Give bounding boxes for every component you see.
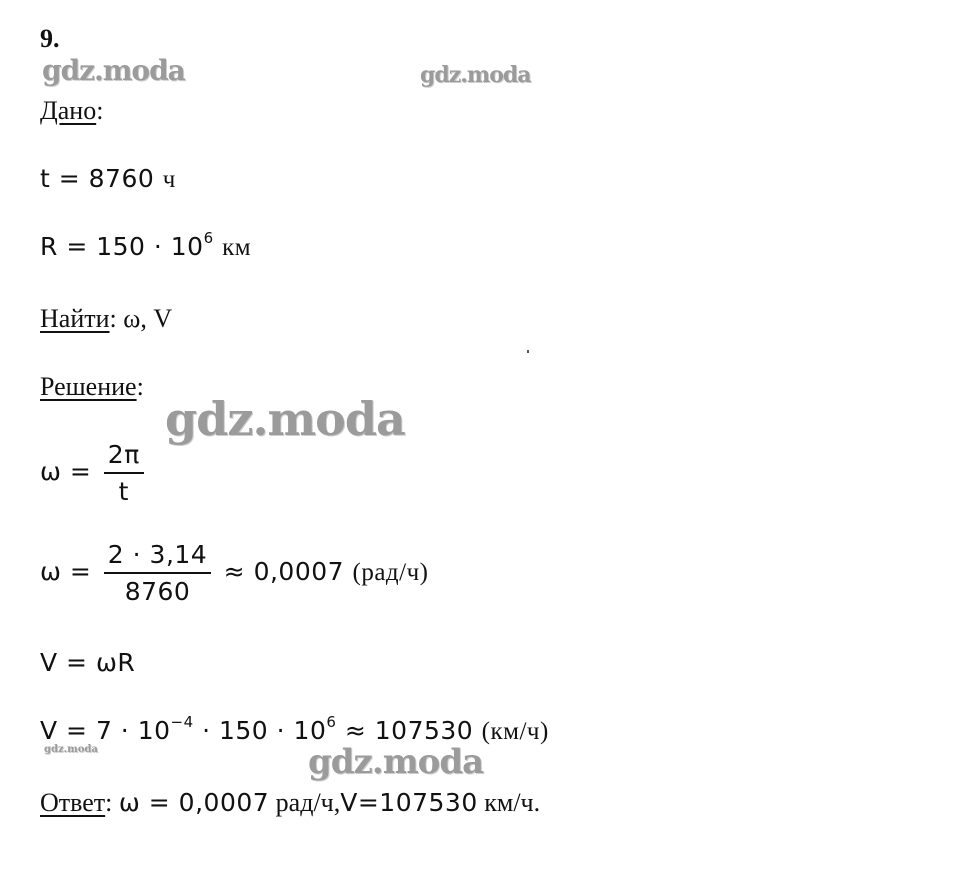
equation-omega-value bbox=[40, 540, 429, 606]
answer-velocity: V=107530 bbox=[340, 788, 478, 817]
find-line bbox=[40, 304, 172, 334]
eq4-unit: (км/ч) bbox=[481, 718, 549, 745]
eq4-exponent1: −4 bbox=[170, 713, 194, 731]
given-heading bbox=[40, 96, 103, 126]
answer-velocity-unit: км/ч. bbox=[484, 788, 541, 817]
eq1-lhs: ω = bbox=[40, 457, 92, 486]
given-colon: : bbox=[96, 96, 104, 125]
solution-colon: : bbox=[136, 372, 144, 401]
watermark-logo: gdz.moda bbox=[165, 392, 405, 446]
eq4-result: ≈ 107530 bbox=[344, 716, 474, 745]
eq1-fraction bbox=[104, 440, 144, 506]
eq2-numerator: 2 · 3,14 bbox=[107, 540, 208, 569]
eq4-part1: V = 7 · 10 bbox=[40, 716, 171, 745]
answer-omega-unit: рад/ч, bbox=[275, 788, 341, 817]
solution-label: Решение bbox=[40, 372, 137, 401]
answer-colon: : bbox=[105, 788, 113, 817]
solution-heading bbox=[40, 372, 144, 402]
eq3-text: V = ωR bbox=[40, 648, 136, 677]
eq2-result: ≈ 0,0007 bbox=[223, 557, 345, 586]
watermark-logo: gdz.moda bbox=[308, 742, 484, 782]
answer-omega: ω = 0,0007 bbox=[118, 788, 270, 817]
given-time-line bbox=[40, 164, 176, 194]
answer-label: Ответ bbox=[40, 788, 106, 817]
eq2-denominator: 8760 bbox=[124, 577, 191, 606]
eq1-denominator: t bbox=[118, 477, 129, 506]
answer-line bbox=[40, 788, 540, 818]
given-radius-exponent: 6 bbox=[203, 229, 214, 247]
given-time-unit: ч bbox=[162, 166, 176, 193]
eq4-part2: · 150 · 10 bbox=[202, 716, 327, 745]
eq1-numerator: 2π bbox=[107, 440, 140, 469]
eq2-unit: (рад/ч) bbox=[352, 559, 429, 586]
equation-velocity-formula bbox=[40, 648, 135, 677]
find-label: Найти bbox=[40, 304, 110, 333]
eq4-exponent2: 6 bbox=[326, 713, 337, 731]
eq2-fraction bbox=[104, 540, 211, 606]
given-radius-value: R = 150 · 10 bbox=[40, 232, 204, 261]
eq2-lhs: ω = bbox=[40, 557, 92, 586]
given-time-value: t = 8760 bbox=[40, 164, 155, 193]
task-number: 9. bbox=[40, 24, 60, 53]
find-values: ω, V bbox=[123, 304, 173, 333]
equation-velocity-value bbox=[40, 713, 549, 746]
given-radius-line bbox=[40, 229, 252, 262]
find-colon: : bbox=[109, 304, 117, 333]
given-label: Дано bbox=[40, 96, 97, 125]
watermark-logo: gdz.moda bbox=[42, 54, 185, 87]
stray-dot bbox=[527, 350, 529, 353]
watermark-logo: gdz.moda bbox=[420, 62, 531, 88]
equation-omega-formula bbox=[40, 440, 148, 506]
watermark-logo: gdz.moda bbox=[44, 744, 98, 755]
given-radius-unit: км bbox=[222, 234, 252, 261]
